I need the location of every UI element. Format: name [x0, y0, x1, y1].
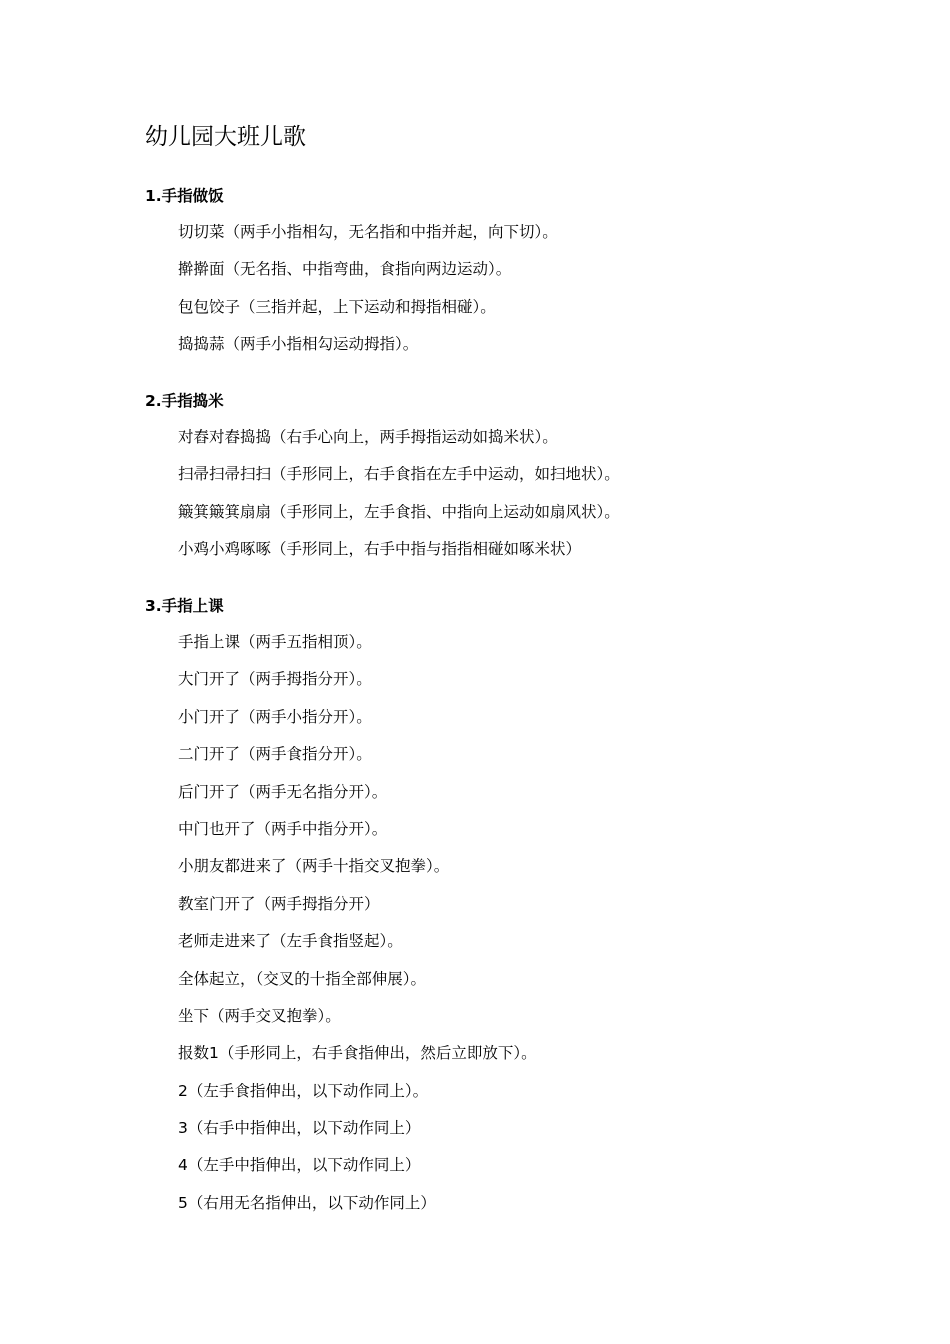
- lyric-line: 小鸡小鸡啄啄（手形同上，右手中指与指指相碰如啄米状）: [178, 540, 582, 559]
- lyric-line: 擀擀面（无名指、中指弯曲，食指向两边运动）。: [178, 260, 512, 279]
- count-line: [178, 1079, 865, 1116]
- section-heading: 3.手指上课: [145, 597, 224, 615]
- count-text: （左手中指伸出，以下动作同上）: [187, 1156, 421, 1175]
- lyric-line: 全体起立，（交叉的十指全部伸展）。: [178, 969, 427, 988]
- count-line: [178, 1116, 865, 1153]
- count-number: 3: [178, 1119, 188, 1138]
- count-text: （右手中指伸出，以下动作同上）: [187, 1119, 421, 1138]
- lyric-line: 小朋友都进来了（两手十指交叉抱拳）。: [178, 857, 450, 876]
- count-text: （手形同上，右手食指伸出，然后立即放下）。: [218, 1044, 537, 1063]
- section-shouzhi-shangke: [145, 594, 865, 1228]
- count-prefix: 报数: [178, 1044, 210, 1063]
- count-number: 2: [178, 1081, 188, 1100]
- count-text: （左手食指伸出，以下动作同上）。: [187, 1081, 429, 1100]
- count-number: 1: [209, 1044, 219, 1063]
- lyric-line: 切切菜（两手小指相勾，无名指和中指并起，向下切）。: [178, 223, 558, 241]
- lyric-line: 教室门开了（两手拇指分开）: [178, 894, 380, 913]
- section-shouzhi-zuofan: [145, 184, 865, 370]
- count-line: [178, 1153, 865, 1190]
- lyric-line: 二门开了（两手食指分开）。: [178, 745, 372, 764]
- lyric-line: 小门开了（两手小指分开）。: [178, 707, 372, 726]
- lyric-line: 老师走进来了（左手食指竖起）。: [178, 932, 403, 951]
- document-title: 幼儿园大班儿歌: [145, 124, 306, 150]
- lyric-line: 扫帚扫帚扫扫（手形同上，右手食指在左手中运动，如扫地状）。: [178, 465, 620, 484]
- lyric-list: [145, 425, 865, 575]
- section-shouzhi-daomi: [145, 389, 865, 575]
- lyric-line: 中门也开了（两手中指分开）。: [178, 819, 388, 838]
- section-heading: 1.手指做饭: [145, 187, 224, 205]
- lyric-line: 大门开了（两手拇指分开）。: [178, 670, 372, 689]
- lyric-line: 簸箕簸箕扇扇（手形同上，左手食指、中指向上运动如扇风状）。: [178, 502, 620, 521]
- lyric-line: 坐下（两手交叉抱拳）。: [178, 1006, 341, 1025]
- lyric-line: 后门开了（两手无名指分开）。: [178, 782, 388, 801]
- section-heading: 2.手指捣米: [145, 392, 224, 410]
- count-line: [178, 1041, 865, 1078]
- lyric-line: 手指上课（两手五指相顶）。: [178, 633, 372, 651]
- lyric-list: [145, 630, 865, 1228]
- count-number: 5: [178, 1193, 188, 1212]
- count-number: 4: [178, 1156, 188, 1175]
- count-line: [178, 1191, 865, 1228]
- lyric-list: [145, 220, 865, 370]
- lyric-line: 对舂对舂捣捣（右手心向上，两手拇指运动如捣米状）。: [178, 428, 558, 446]
- lyric-line: 捣捣蒜（两手小指相勾运动拇指）。: [178, 335, 419, 354]
- lyric-line: 包包饺子（三指并起，上下运动和拇指相碰）。: [178, 297, 496, 316]
- count-text: （右用无名指伸出，以下动作同上）: [187, 1193, 436, 1212]
